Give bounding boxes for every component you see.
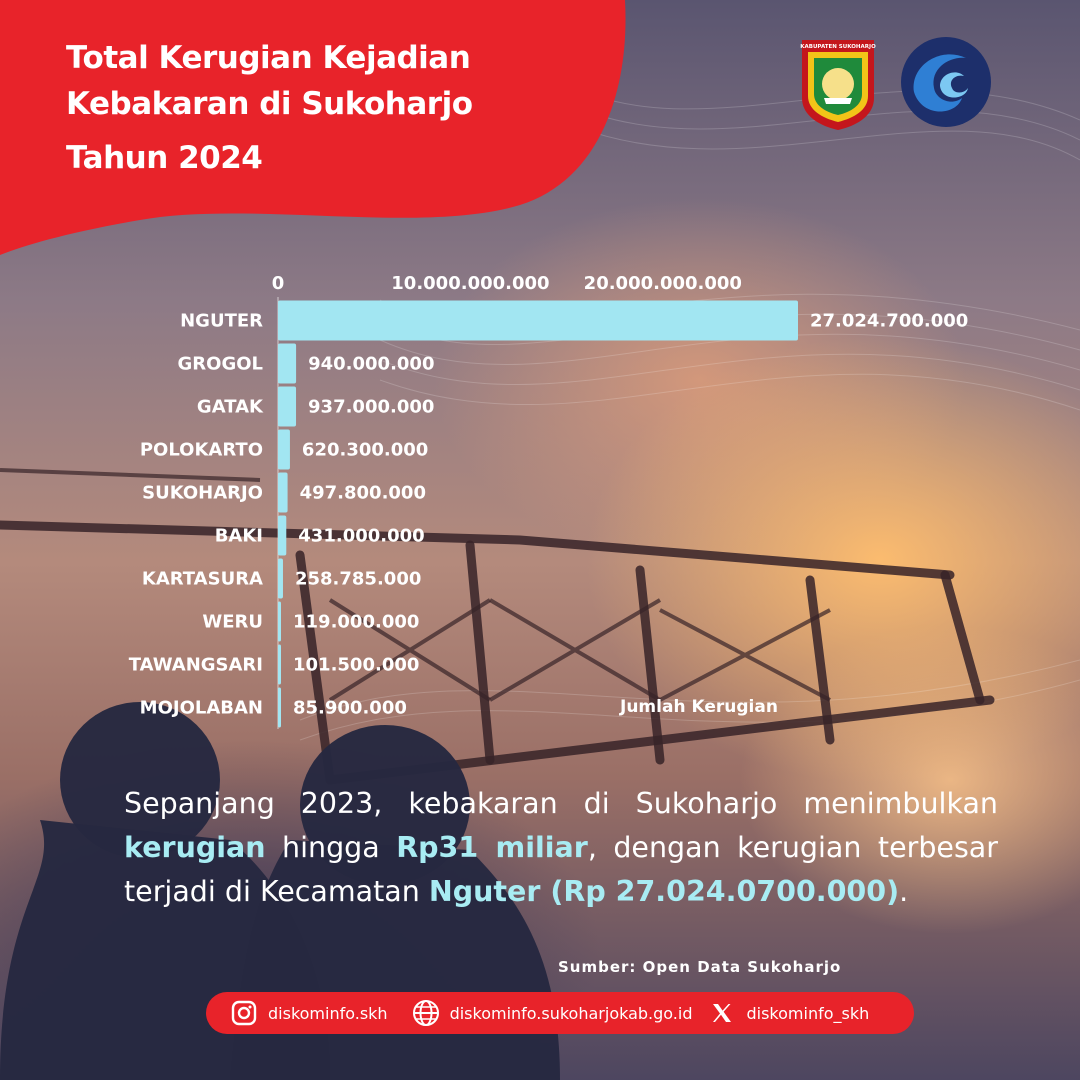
summary-highlight-kerugian: kerugian: [124, 831, 266, 864]
data-label: 85.900.000: [293, 697, 407, 719]
data-label: 101.500.000: [293, 654, 420, 676]
bar: [278, 688, 281, 728]
category-label: NGUTER: [180, 310, 263, 332]
title-line-1: Total Kerugian Kejadian: [66, 40, 471, 76]
data-label: 27.024.700.000: [810, 310, 969, 332]
category-label: WERU: [202, 611, 263, 633]
bar: [278, 645, 281, 685]
bar: [278, 473, 288, 513]
summary-highlight-amount: Rp31 miliar: [396, 831, 588, 864]
data-label: 940.000.000: [308, 353, 435, 375]
summary-paragraph: [124, 782, 998, 914]
summary-text-2: hingga: [265, 831, 397, 864]
category-label: GROGOL: [177, 353, 263, 375]
source-note: Sumber: Open Data Sukoharjo: [558, 958, 842, 976]
data-label: 497.800.000: [299, 482, 426, 504]
globe-icon: [412, 999, 440, 1027]
legend-label: Jumlah Kerugian: [620, 697, 778, 717]
data-label: 620.300.000: [301, 439, 429, 461]
x-axis-ticks: [272, 273, 742, 294]
summary-text-4: .: [899, 875, 909, 908]
category-label: SUKOHARJO: [142, 482, 263, 504]
category-label: GATAK: [196, 396, 263, 418]
instagram-icon: [230, 999, 258, 1027]
bar: [278, 344, 296, 384]
x-icon: [708, 999, 736, 1027]
emblem-text: KABUPATEN SUKOHARJO: [800, 44, 876, 50]
category-label: KARTASURA: [141, 568, 263, 590]
summary-highlight-nguter: Nguter (Rp 27.024.0700.000): [428, 875, 900, 908]
data-label: 431.000.000: [298, 525, 425, 547]
footer-instagram-label: diskominfo.skh: [268, 1003, 388, 1023]
summary-text-3: , dengan kerugian terbesar terjadi di Kecamatan: [124, 831, 998, 908]
footer-website-label: diskominfo.sukoharjokab.go.id: [449, 1003, 693, 1023]
bar: [278, 301, 798, 341]
category-label: TAWANGSARI: [128, 654, 263, 676]
x-tick-label: 0: [271, 273, 285, 294]
footer-instagram-link[interactable]: [230, 999, 388, 1027]
bars: [129, 301, 969, 728]
category-label: BAKI: [214, 525, 263, 547]
x-tick-label: 20.000.000.000: [583, 273, 742, 294]
bar: [278, 559, 283, 599]
data-label: 937.000.000: [308, 396, 435, 418]
footer-bar: [206, 992, 914, 1034]
summary-text-1: Sepanjang 2023, kebakaran di Sukoharjo menimbulkan: [124, 787, 998, 820]
category-label: POLOKARTO: [139, 439, 263, 461]
bar: [278, 516, 286, 556]
category-label: MOJOLABAN: [139, 697, 263, 719]
footer-x-label: diskominfo_skh: [746, 1003, 870, 1023]
footer-x-link[interactable]: [708, 999, 869, 1027]
bar: [278, 387, 296, 427]
data-label: 258.785.000: [294, 568, 422, 590]
title-line-2: Kebakaran di Sukoharjo: [66, 86, 473, 122]
bar: [278, 602, 281, 642]
x-tick-label: 10.000.000.000: [391, 273, 550, 294]
title-line-3: Tahun 2024: [66, 140, 263, 176]
bar: [278, 430, 290, 470]
footer-website-link[interactable]: [412, 999, 693, 1027]
data-label: 119.000.000: [293, 611, 420, 633]
